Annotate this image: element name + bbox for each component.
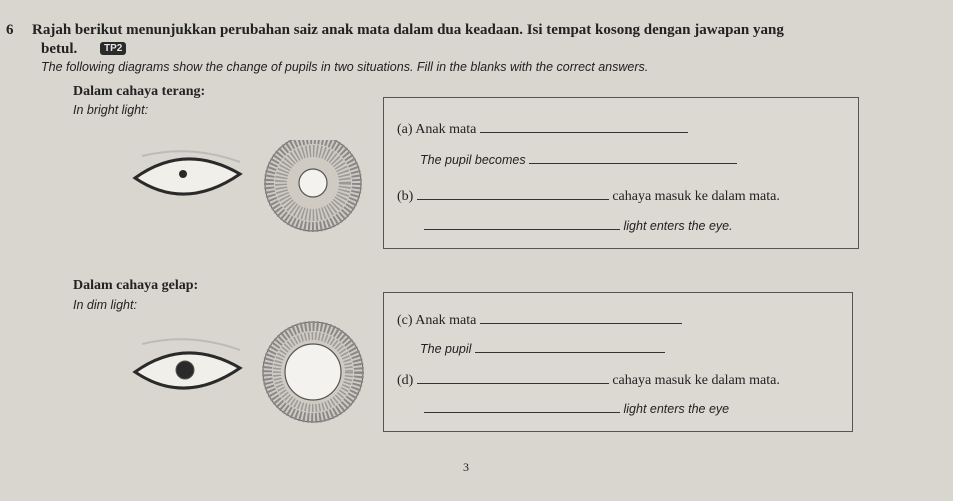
page-number: 3 bbox=[463, 460, 469, 474]
bright-b-row bbox=[397, 189, 780, 205]
small-pupil-icon bbox=[179, 170, 187, 178]
b-label: (b) bbox=[397, 189, 414, 204]
dim-title-ms: Dalam cahaya gelap: bbox=[73, 278, 199, 293]
b-blank[interactable] bbox=[417, 198, 609, 200]
large-pupil-icon bbox=[176, 361, 194, 379]
question-text-en: The following diagrams show the change of pupils in two situations. Fill in the blanks with the correct answers. bbox=[41, 60, 649, 74]
dim-d-en-row bbox=[424, 402, 729, 416]
bright-a-row bbox=[397, 122, 688, 138]
dim-eye-illustration bbox=[130, 320, 380, 430]
bright-title-ms: Dalam cahaya terang: bbox=[73, 84, 206, 99]
c-en-blank[interactable] bbox=[475, 351, 665, 353]
d-label: (d) bbox=[397, 373, 414, 388]
dim-c-row bbox=[397, 313, 682, 329]
bright-a-en-row bbox=[420, 153, 737, 167]
question-text-line1: Rajah berikut menunjukkan perubahan saiz anak mata dalam dua keadaan. Isi tempat kosong dengan jawapan yang bbox=[32, 22, 784, 38]
dim-iris-icon bbox=[263, 322, 363, 422]
question-number: 6 bbox=[6, 22, 14, 38]
dim-c-en-row bbox=[420, 342, 665, 356]
b-en-blank[interactable] bbox=[424, 228, 620, 230]
bright-iris-icon bbox=[265, 140, 361, 231]
d-text-ms: cahaya masuk ke dalam mata. bbox=[612, 373, 780, 388]
bright-title-en: In bright light: bbox=[73, 103, 149, 117]
bright-b-en-row bbox=[424, 219, 733, 233]
tp-badge: TP2 bbox=[100, 42, 126, 55]
a-blank[interactable] bbox=[480, 131, 688, 133]
question-text-ms bbox=[22, 22, 784, 39]
a-text-en: The pupil becomes bbox=[420, 153, 526, 167]
bright-eye-illustration bbox=[130, 140, 380, 240]
b-text-ms: cahaya masuk ke dalam mata. bbox=[612, 189, 780, 204]
c-text-ms: Anak mata bbox=[415, 313, 477, 328]
a-text-ms: Anak mata bbox=[415, 122, 477, 137]
d-en-blank[interactable] bbox=[424, 411, 620, 413]
a-label: (a) bbox=[397, 122, 413, 137]
b-text-en: light enters the eye. bbox=[623, 219, 733, 233]
dim-d-row bbox=[397, 373, 780, 389]
d-text-en: light enters the eye bbox=[623, 402, 730, 416]
c-text-en: The pupil bbox=[420, 342, 472, 356]
question-text-line2: betul. bbox=[41, 41, 78, 57]
a-en-blank[interactable] bbox=[529, 162, 737, 164]
dim-title-en: In dim light: bbox=[73, 298, 137, 312]
c-label: (c) bbox=[397, 313, 413, 328]
d-blank[interactable] bbox=[417, 382, 609, 384]
c-blank[interactable] bbox=[480, 322, 682, 324]
